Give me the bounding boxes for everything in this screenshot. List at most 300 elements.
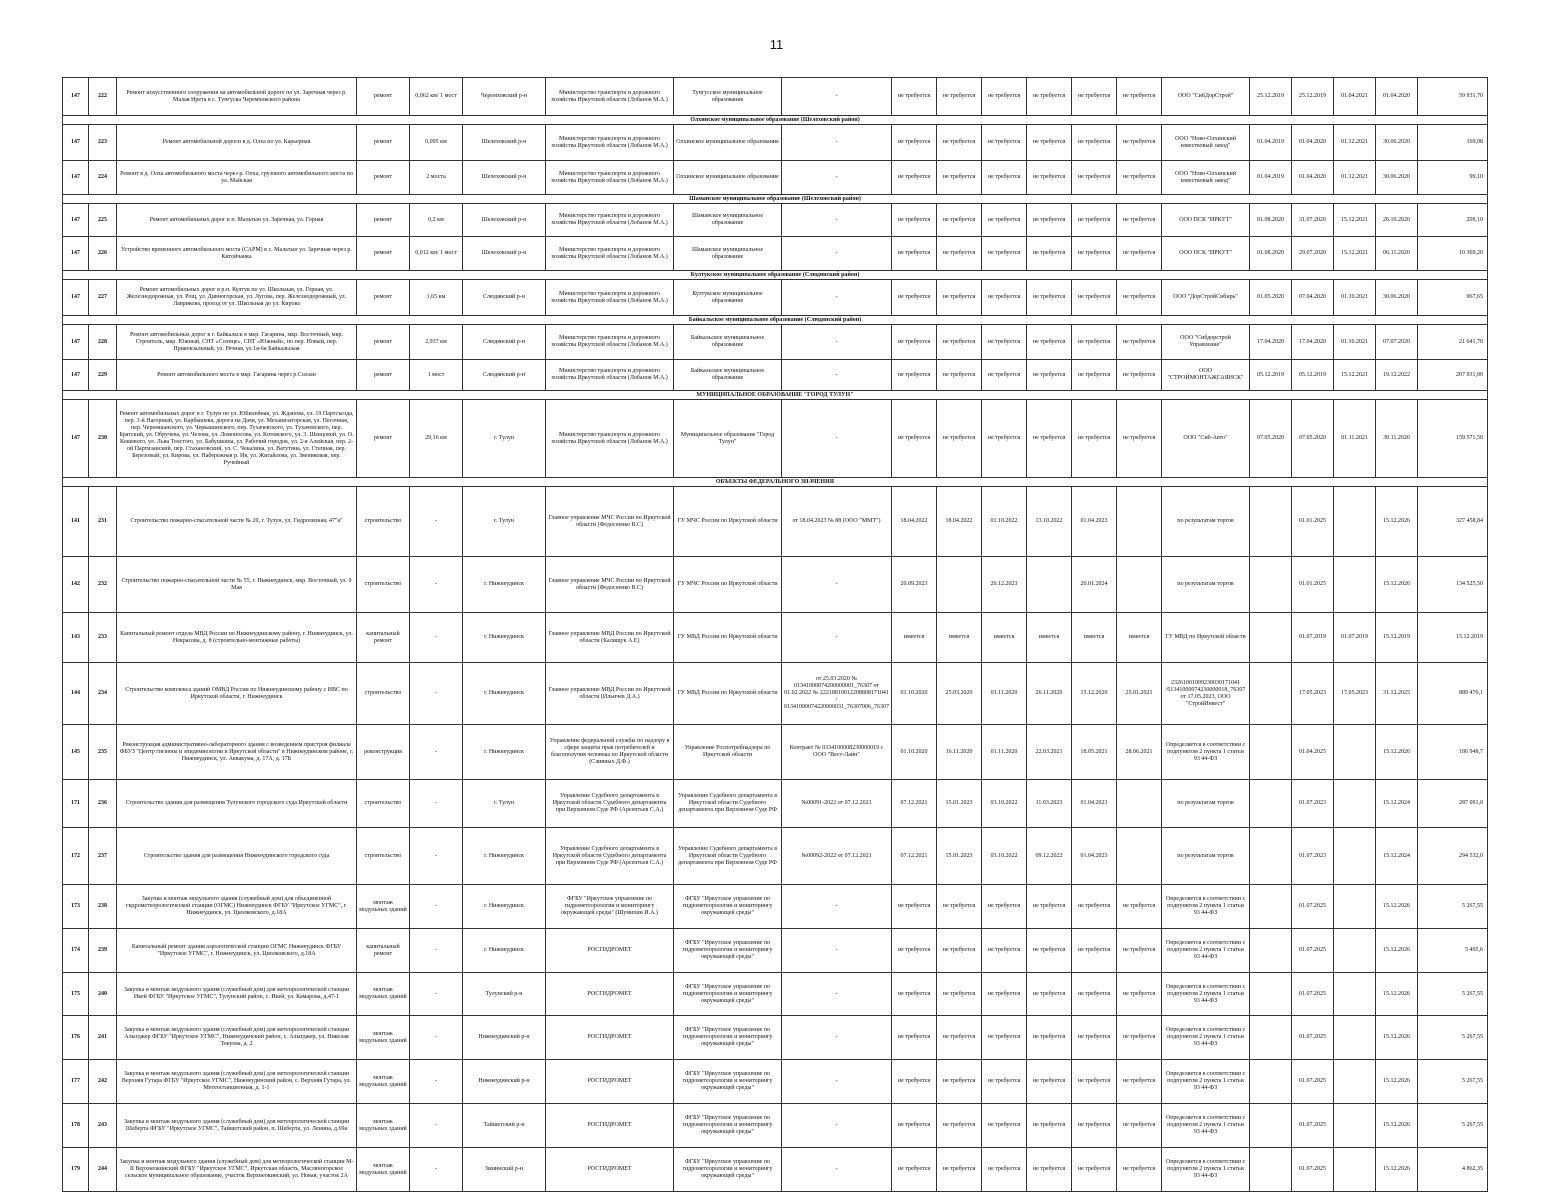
table-cell: 20.09.2023 (892, 557, 937, 613)
table-cell: Строительство пожарно-спасательной части № 20, г. Тулун, ул. Гидролизная, 47"а" (117, 487, 357, 557)
table-cell: ООО "Сибдорстрой Управление" (1162, 325, 1250, 360)
table-cell: по результатам торгов (1162, 780, 1250, 828)
table-cell: 28.06.2021 (1117, 725, 1162, 780)
table-cell: - (782, 360, 892, 391)
table-cell: 03.10.2022 (982, 780, 1027, 828)
table-cell: 25.12.2019 (1250, 78, 1292, 116)
table-cell: - (782, 557, 892, 613)
table-cell: 10 369,20 (1418, 237, 1488, 271)
table-cell: 237 (89, 828, 117, 885)
table-cell (1027, 557, 1072, 613)
table-cell: - (782, 1148, 892, 1192)
table-cell: 15.12.2026 (1376, 1060, 1418, 1104)
table-cell: не требуется (982, 78, 1027, 116)
table-cell: не требуется (982, 1148, 1027, 1192)
table-row (63, 1060, 1488, 1104)
table-cell: не требуется (892, 1148, 937, 1192)
table-cell: 15.12.2026 (1376, 725, 1418, 780)
table-cell: не требуется (982, 885, 1027, 929)
table-cell: Муниципальное образование "Город Тулун" (674, 400, 782, 478)
table-cell: Главное управление МВД России по Иркутской области (Ильичев Д.А.) (546, 663, 674, 725)
table-cell: не требуется (1072, 204, 1117, 237)
table-cell (1334, 1060, 1376, 1104)
table-cell: 2 моста (410, 161, 463, 195)
table-cell (1250, 725, 1292, 780)
table-cell: 1 мост (410, 360, 463, 391)
table-cell: не требуется (1027, 280, 1072, 316)
table-cell: 01.07.2025 (1292, 1016, 1334, 1060)
table-cell: Закупка и монтаж модульного здания (служебный дом) для метеорологической станции Верхняя Гутара ФГБУ "Иркутское УГМС", Нижнеудинский район, с. Верхняя Гутара, ул. Метеостанционная, д. 1-1 (117, 1060, 357, 1104)
table-cell: 26.10.2020 (1376, 204, 1418, 237)
table-cell: Закупка и монтаж модульного здания (служебный дом) для метеорологической станции Шеберта ФГБУ "Иркутское УГМС", Тайшетский район, п. Шеберта, ул. Ленина, д.69а (117, 1104, 357, 1148)
table-cell: ООО "Ново-Олхинский известковый завод" (1162, 125, 1250, 161)
table-cell: ремонт (357, 280, 410, 316)
table-cell: не требуется (1117, 360, 1162, 391)
table-cell (1250, 487, 1292, 557)
table-row (63, 1016, 1488, 1060)
table-cell: - (782, 204, 892, 237)
table-cell: не требуется (1072, 1148, 1117, 1192)
table-cell: - (410, 487, 463, 557)
table-cell: не требуется (1027, 973, 1072, 1016)
table-row (63, 613, 1488, 663)
table-cell: не требуется (1027, 204, 1072, 237)
table-cell: 223 (89, 125, 117, 161)
table-cell: ремонт (357, 78, 410, 116)
table-cell: Реконструкция административно-лабораторного здания с возведением пристроя филиала ФБУЗ "Центр гигиены и эпидемиологии в Иркутской области" в Нижнеудинском районе, г. Нижнеудинск, ул. Аввакума, д. 17А, д. 17Б (117, 725, 357, 780)
table-row (63, 487, 1488, 557)
section-title: МУНИЦИПАЛЬНОЕ ОБРАЗОВАНИЕ "ГОРОД ТУЛУН" (63, 391, 1488, 400)
table-cell: 327 458,84 (1418, 487, 1488, 557)
table-cell (1334, 1148, 1376, 1192)
section-title: ОБЪЕКТЫ ФЕДЕРАЛЬНОГО ЗНАЧЕНИЯ (63, 478, 1488, 487)
table-cell: - (410, 1060, 463, 1104)
table-cell: 244 (89, 1148, 117, 1192)
table-row (63, 973, 1488, 1016)
table-cell: реконструкция (357, 725, 410, 780)
table-cell: Контракт № 0334100008230000019 с ООО "Вест-Лайн" (782, 725, 892, 780)
table-cell: не требуется (937, 204, 982, 237)
table-cell: 07.04.2020 (1292, 280, 1334, 316)
table-cell: не требуется (982, 929, 1027, 973)
table-cell: 17.04.2020 (1250, 325, 1292, 360)
table-cell: не требуется (937, 78, 982, 116)
table-cell: не требуется (937, 360, 982, 391)
table-cell: Капитальный ремонт отдела МВД России по Нижнеудинскому району, г. Нижнеудинск, ул. Некрасова, д. 8 (строительно-монтажные работы) (117, 613, 357, 663)
table-cell: ФГБУ "Иркутское управление по гидрометеорологии и мониторингу окружающей среды" (674, 1016, 782, 1060)
table-cell: ГУ МЧС России по Иркутской области (674, 487, 782, 557)
table-cell: не требуется (892, 325, 937, 360)
table-cell: 01.04.2025 (1292, 725, 1334, 780)
table-cell: 147 (63, 125, 89, 161)
table-cell: - (410, 929, 463, 973)
table-cell: монтаж модульных зданий (357, 1060, 410, 1104)
table-cell: 175 (63, 973, 89, 1016)
table-cell: 241 (89, 1016, 117, 1060)
table-cell: 20.12.2023 (982, 557, 1027, 613)
table-cell: не требуется (1117, 1016, 1162, 1060)
table-cell: не требуется (1117, 400, 1162, 478)
table-cell: Байкальское муниципальное образование (674, 360, 782, 391)
table-cell: ремонт (357, 325, 410, 360)
table-cell: ФГБУ "Иркутское управление по гидрометеорологии и мониторингу окружающей среды" (674, 929, 782, 973)
table-cell: строительство (357, 780, 410, 828)
table-cell: 294 532,0 (1418, 828, 1488, 885)
table-cell (1250, 613, 1292, 663)
table-cell: Зиминский р-н (463, 1148, 546, 1192)
table-cell: 239 (89, 929, 117, 973)
table-cell: - (410, 1148, 463, 1192)
table-cell: не требуется (892, 204, 937, 237)
table-cell: Шелеховский р-н (463, 237, 546, 271)
table-cell: г. Нижнеудинск (463, 613, 546, 663)
table-cell: 01.04.2019 (1250, 125, 1292, 161)
table-cell: 179 (63, 1148, 89, 1192)
table-cell: Определяется в соответствии с подпунктом 2 пункта 1 статьи 93 44-ФЗ (1162, 1104, 1250, 1148)
table-cell: 178 (63, 1104, 89, 1148)
table-cell: не требуется (892, 929, 937, 973)
table-cell: Шаманское муниципальное образование (674, 204, 782, 237)
table-cell: 30.11.2020 (1376, 400, 1418, 478)
table-cell: не требуется (1027, 1104, 1072, 1148)
table-cell: не требуется (892, 973, 937, 1016)
table-cell: Управление Судебного департамента в Иркутской области Судебного департамента при Верховном Суде РФ (Арсентьев С.А.) (546, 780, 674, 828)
table-cell: Министерство транспорта и дорожного хозяйства Иркутской области (Лобанов М.А.) (546, 125, 674, 161)
table-cell: 18.04.2022 (937, 487, 982, 557)
table-cell: Закупка и монтаж модульного здания (служебный дом) для метеорологической станции М-II Верхнеокинский ФГБУ "Иркутское УГМС", Иркутская область, Масляногорское сельское муниципальное образование, участок Верхнеокинский, ул. Новая, участок 2А (117, 1148, 357, 1192)
table-cell: Определяется в соответствии с подпунктом 2 пункта 1 статьи 93 44-ФЗ (1162, 1016, 1250, 1060)
table-cell: не требуется (937, 161, 982, 195)
table-cell: Определяется в соответствии с подпунктом 2 пункта 1 статьи 93 44-ФЗ (1162, 885, 1250, 929)
table-cell: ремонт (357, 400, 410, 478)
table-cell (1334, 973, 1376, 1016)
table-cell: 01.07.2025 (1292, 1060, 1334, 1104)
table-cell: не требуется (1117, 1104, 1162, 1148)
table-cell: капитальный ремонт (357, 929, 410, 973)
table-cell: ООО "СибДорСтрой" (1162, 78, 1250, 116)
table-cell: г. Нижнеудинск (463, 929, 546, 973)
table-cell: Култукское муниципальное образование (674, 280, 782, 316)
table-cell: 159 571,50 (1418, 400, 1488, 478)
table-row (63, 725, 1488, 780)
table-cell: 15.01.2023 (937, 780, 982, 828)
section-header-row (63, 195, 1488, 204)
section-header-row (63, 391, 1488, 400)
table-cell: не требуется (1072, 1104, 1117, 1148)
table-cell: от 18.04.2023 № 88 (ООО "ММТ") (782, 487, 892, 557)
table-cell: 30.06.2020 (1376, 125, 1418, 161)
table-cell: 229 (89, 360, 117, 391)
table-cell: не требуется (982, 1016, 1027, 1060)
table-cell: не требуется (1072, 885, 1117, 929)
table-cell: Строительство здания для размещения Нижнеудинского городского суда (117, 828, 357, 885)
section-title: Олхинское муниципальное образование (Шелеховский район) (63, 116, 1488, 125)
table-cell: по результатам торгов (1162, 557, 1250, 613)
table-cell (1334, 929, 1376, 973)
table-cell: 01.04.2023 (1072, 780, 1117, 828)
table-cell: Министерство транспорта и дорожного хозяйства Иркутской области (Лобанов М.А.) (546, 78, 674, 116)
table-cell: г. Тулун (463, 487, 546, 557)
table-cell: 30.06.2020 (1376, 161, 1418, 195)
table-cell: - (782, 1060, 892, 1104)
table-cell: 240 (89, 973, 117, 1016)
table-cell: - (782, 613, 892, 663)
table-cell: не требуется (937, 885, 982, 929)
table-cell: не требуется (1072, 973, 1117, 1016)
table-cell: по результатам торгов (1162, 487, 1250, 557)
table-cell: 147 (63, 78, 89, 116)
table-cell: не требуется (892, 1104, 937, 1148)
table-cell: 01.08.2020 (1250, 237, 1292, 271)
table-cell: имеется (937, 613, 982, 663)
table-cell: 2,937 км (410, 325, 463, 360)
table-cell: 17.05.2023 (1292, 663, 1334, 725)
table-cell: не требуется (1027, 929, 1072, 973)
table-cell: 01.01.2025 (1292, 487, 1334, 557)
table-cell: монтаж модульных зданий (357, 885, 410, 929)
table-cell: не требуется (1072, 325, 1117, 360)
table-cell: 235 (89, 725, 117, 780)
table-cell: 05.12.2019 (1292, 360, 1334, 391)
table-cell: Черемховский р-н (463, 78, 546, 116)
table-cell: 07.12.2021 (892, 780, 937, 828)
table-cell: Капитальный ремонт здания аэрологической станции ОГМС Нижнеудинск ФГБУ "Иркутское УГМС", г. Нижнеудинск, ул. Циолковского, д.18А (117, 929, 357, 973)
table-cell: 141 (63, 487, 89, 557)
table-cell: - (782, 400, 892, 478)
table-cell: 07.05.2020 (1250, 400, 1292, 478)
table-cell: - (410, 885, 463, 929)
table-cell: строительство (357, 663, 410, 725)
table-cell: Главное управление МВД России по Иркутской области (Калищук А.Е) (546, 613, 674, 663)
table-cell: Ремонт автомобильных дорог в г. Тулун по ул. Юбилейная, ул. Жданова, ул. 19 Партсъезда, пер. 3-й Нагорный, ул. Карбышева, дорога на Дачи, ул. Механизаторская, ул. Песочная, пер. Черемшанского, ул. Черкашинского, пер. Тухачевского, ул. Тухачевского, пер. Братский, ул. Обручева, ул. Чехова, ул. Ломоносова, ул. Котовского, ул. 3. Шевцовой, ул. О. Кошевого, ул. Льва Толстого, ул. Бабушкина, ул. Рабочий городок, ул. 2-я Алейская, пер. 2-ой Партизанский, пер. Стахановский, ул. С. Чекалина, ул. Ватутина, ул. Степная, пер. Березовый, ул. Кирова, ул. Набережная р. Ия, ул. Жигайлова, ул. Звениковая, пер. Ручейный (117, 400, 357, 478)
table-cell: Ремонт искусственного сооружения на автомобильной дороге по ул. Заречная через р. Малая Ирета в с. Тунгуска Черемховского района (117, 78, 357, 116)
table-cell: РОСГИДРОМЕТ (546, 1148, 674, 1192)
table-cell: 15.12.2021 (1334, 237, 1376, 271)
table-cell: 01.11.2020 (982, 663, 1027, 725)
table-cell: не требуется (1117, 325, 1162, 360)
table-cell: 15.12.2021 (1334, 204, 1376, 237)
table-cell: г. Нижнеудинск (463, 663, 546, 725)
table-cell: 225 (89, 204, 117, 237)
table-cell: не требуется (1027, 360, 1072, 391)
table-cell: - (410, 780, 463, 828)
table-cell (1334, 885, 1376, 929)
table-cell: - (782, 325, 892, 360)
table-cell: 15.01.2023 (937, 828, 982, 885)
table-cell (1117, 828, 1162, 885)
table-cell: не требуется (1117, 237, 1162, 271)
table-cell: 207 931,00 (1418, 360, 1488, 391)
table-row (63, 280, 1488, 316)
table-cell: 5 267,55 (1418, 1104, 1488, 1148)
table-row (63, 885, 1488, 929)
table-cell: 15.12.2026 (1376, 1148, 1418, 1192)
table-cell: не требуется (1117, 1060, 1162, 1104)
table-cell: 18.05.2021 (1072, 725, 1117, 780)
page-number: 11 (769, 37, 784, 52)
table-cell (1250, 929, 1292, 973)
table-cell: 01.10.2021 (1334, 325, 1376, 360)
table-cell: не требуется (982, 1104, 1027, 1148)
table-row (63, 204, 1488, 237)
table-cell: ремонт (357, 360, 410, 391)
table-cell: не требуется (1117, 929, 1162, 973)
table-cell: 20.01.2024 (1072, 557, 1117, 613)
table-cell: 144 (63, 663, 89, 725)
table-cell: 17.04.2020 (1292, 325, 1334, 360)
table-cell: не требуется (1072, 360, 1117, 391)
table-cell: - (782, 237, 892, 271)
table-cell: 01.11.2020 (982, 725, 1027, 780)
table-cell: 5 267,55 (1418, 1016, 1488, 1060)
table-cell: - (782, 1016, 892, 1060)
table-cell: Определяется в соответствии с подпунктом 2 пункта 1 статьи 93 44-ФЗ (1162, 973, 1250, 1016)
section-title: Байкальское муниципальное образование (Слюдянский район) (63, 316, 1488, 325)
table-cell: 19.12.2022 (1376, 360, 1418, 391)
table-cell: 186 948,7 (1418, 725, 1488, 780)
table-cell: ФГБУ "Иркутское управление по гидрометеорологии и мониторингу окружающей среды" (674, 1060, 782, 1104)
table-row (63, 125, 1488, 161)
table-cell: ГУ МВД России по Иркутской области (674, 663, 782, 725)
section-header-row (63, 316, 1488, 325)
table-cell: Министерство транспорта и дорожного хозяйства Иркутской области (Лобанов М.А.) (546, 161, 674, 195)
table-cell: не требуется (937, 1148, 982, 1192)
table-cell: 224 (89, 161, 117, 195)
projects-table (62, 77, 1488, 1192)
table-cell: не требуется (937, 1060, 982, 1104)
table-cell: 171 (63, 780, 89, 828)
table-cell: ООО "Сиб-Авто" (1162, 400, 1250, 478)
table-cell: не требуется (1072, 1016, 1117, 1060)
table-cell: монтаж модульных зданий (357, 1104, 410, 1148)
table-cell: №00091-2022 от 07.12.2021 (782, 780, 892, 828)
table-cell: Строительство комплекса зданий ОМВД России по Нижнеудинскому району с ИВС по Иркутской области, г. Нижнеудинск (117, 663, 357, 725)
table-cell: Слюдянский р-н (463, 280, 546, 316)
table-row (63, 400, 1488, 478)
table-cell: г. Тулун (463, 400, 546, 478)
table-cell: не требуется (982, 1060, 1027, 1104)
table-cell: 227 (89, 280, 117, 316)
table-cell: не требуется (937, 400, 982, 478)
table-cell: 15.12.2026 (1376, 557, 1418, 613)
table-cell: РОСГИДРОМЕТ (546, 1060, 674, 1104)
table-cell: №00092-2022 от 07.12.2021 (782, 828, 892, 885)
table-cell: от 25.03.2020 № 01341000074200000001_76307 от 01.02.2022 № 22218810012208808171041 / 01341000074220000031_76307006_76307 (782, 663, 892, 725)
table-cell: - (782, 125, 892, 161)
table-cell: г. Нижнеудинск (463, 557, 546, 613)
table-cell: не требуется (892, 885, 937, 929)
table-cell: ООО "ДорСтройСибирь" (1162, 280, 1250, 316)
table-cell: 147 (63, 325, 89, 360)
table-cell: - (782, 929, 892, 973)
table-cell: 15.12.2020 (1072, 663, 1117, 725)
table-cell: 99,10 (1418, 161, 1488, 195)
table-cell: не требуется (1072, 280, 1117, 316)
table-cell: не требуется (892, 78, 937, 116)
table-cell: 16.11.2020 (937, 725, 982, 780)
table-cell: не требуется (1027, 161, 1072, 195)
table-cell: 01.07.2025 (1292, 1148, 1334, 1192)
table-cell: Тайшетский р-н (463, 1104, 546, 1148)
table-cell: Олхинское муниципальное образование (674, 125, 782, 161)
table-cell: 01.12.2021 (1334, 125, 1376, 161)
table-cell (1117, 487, 1162, 557)
table-cell: не требуется (892, 1016, 937, 1060)
table-cell: 01.12.2021 (1334, 161, 1376, 195)
table-cell: Слюдянский р-н (463, 325, 546, 360)
table-cell: не требуется (892, 400, 937, 478)
table-row (63, 161, 1488, 195)
table-cell: 231 (89, 487, 117, 557)
table-cell: 236 (89, 780, 117, 828)
table-cell: не требуется (937, 125, 982, 161)
table-cell (1117, 557, 1162, 613)
table-cell: РОСГИДРОМЕТ (546, 1104, 674, 1148)
table-cell: г. Нижнеудинск (463, 828, 546, 885)
table-cell: не требуется (937, 1104, 982, 1148)
table-cell: РОСГИДРОМЕТ (546, 973, 674, 1016)
table-cell: 147 (63, 400, 89, 478)
table-cell: 01.10.2021 (1334, 280, 1376, 316)
table-cell: г. Нижнеудинск (463, 725, 546, 780)
table-cell (1334, 1104, 1376, 1148)
table-cell (1334, 557, 1376, 613)
table-cell: имеется (982, 613, 1027, 663)
table-cell: РОСГИДРОМЕТ (546, 929, 674, 973)
table-cell: Определяется в соответствии с подпунктом 2 пункта 1 статьи 93 44-ФЗ (1162, 1148, 1250, 1192)
table-cell: г. Тулун (463, 780, 546, 828)
table-cell: ФГБУ "Иркутское управление по гидрометеорологии и мониторингу окружающей среды" (674, 1148, 782, 1192)
table-row (63, 780, 1488, 828)
table-cell: 01.01.2025 (1292, 557, 1334, 613)
table-cell: ГУ МЧС России по Иркутской области (674, 557, 782, 613)
table-cell: 147 (63, 237, 89, 271)
table-cell: не требуется (982, 280, 1027, 316)
table-cell: 01.11.2021 (1334, 400, 1376, 478)
table-cell: 0,095 км (410, 125, 463, 161)
table-cell: - (782, 973, 892, 1016)
table-cell: ремонт (357, 161, 410, 195)
table-cell: ФГБУ "Иркутское управление по гидрометеорологии и мониторингу окружающей среды" (674, 973, 782, 1016)
table-cell: не требуется (1027, 1016, 1072, 1060)
table-cell: Определяется в соответствии с подпунктом 2 пункта 1 статьи 93 44-ФЗ (1162, 725, 1250, 780)
table-cell: 13.10.2022 (1027, 487, 1072, 557)
table-cell: 01.04.2020 (1292, 161, 1334, 195)
table-cell: ФГБУ "Иркутское управление по гидрометеорологии и мониторингу окружающей среды" (Шумихин И.А.) (546, 885, 674, 929)
table-cell: не требуется (937, 973, 982, 1016)
table-cell: ремонт (357, 125, 410, 161)
table-cell: ФГБУ "Иркутское управление по гидрометеорологии и мониторингу окружающей среды" (674, 1104, 782, 1148)
table-cell: не требуется (1117, 280, 1162, 316)
table-cell: 01.04.2019 (1250, 161, 1292, 195)
table-cell: - (410, 613, 463, 663)
table-cell: Министерство транспорта и дорожного хозяйства Иркутской области (Лобанов М.А.) (546, 280, 674, 316)
table-cell: не требуется (892, 1060, 937, 1104)
table-row (63, 663, 1488, 725)
table-cell: 5 267,55 (1418, 1060, 1488, 1104)
table-cell: имеется (892, 613, 937, 663)
table-cell: не требуется (892, 161, 937, 195)
table-cell: 25.03.2020 (937, 663, 982, 725)
table-cell: Управление Судебного департамента в Иркутской области Судебного департамента при Верховном Суде РФ (674, 828, 782, 885)
table-cell: Главное управление МЧС России по Иркутской области (Федосеенко В.С) (546, 557, 674, 613)
table-cell: 0,012 км/ 1 мост (410, 237, 463, 271)
table-cell (1250, 885, 1292, 929)
table-cell: не требуется (982, 325, 1027, 360)
table-cell: не требуется (982, 204, 1027, 237)
table-cell (1117, 780, 1162, 828)
section-header-row (63, 116, 1488, 125)
